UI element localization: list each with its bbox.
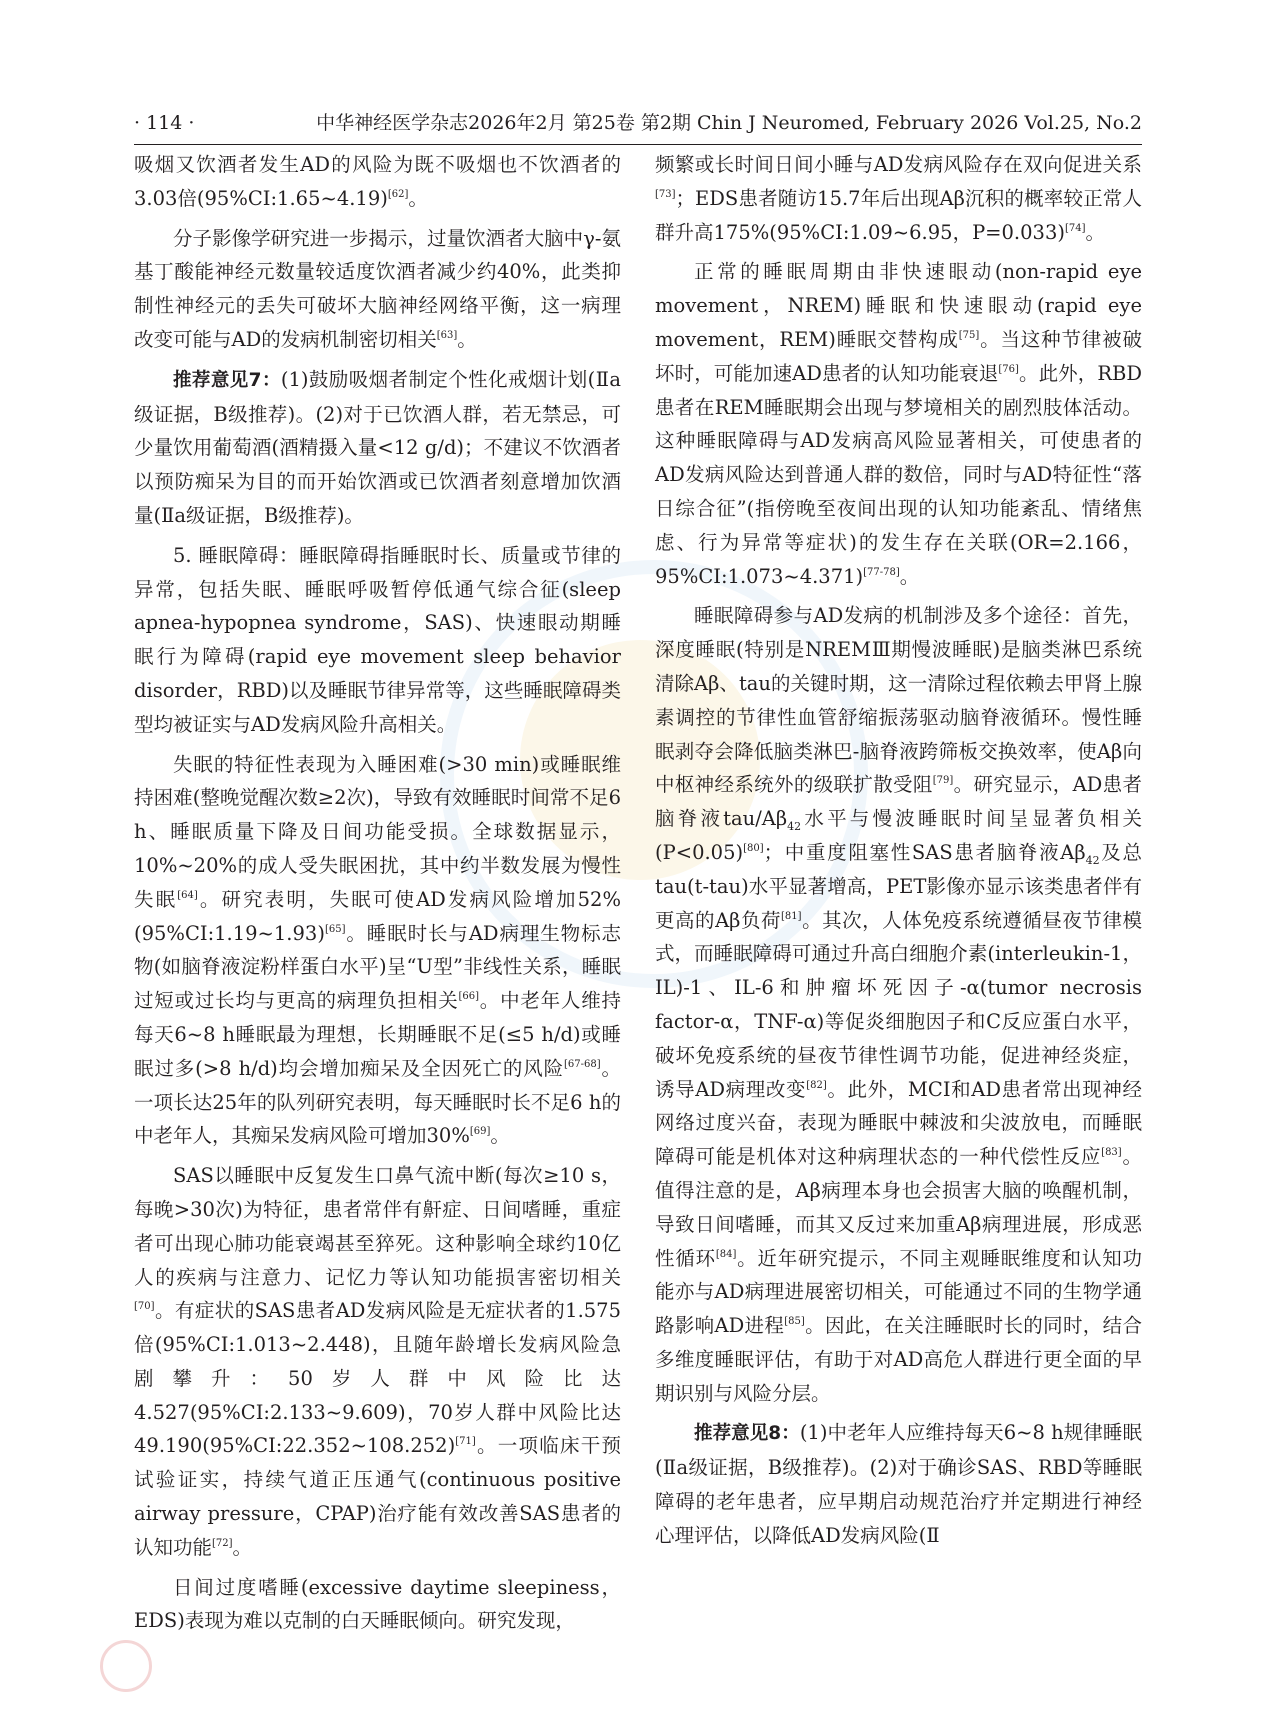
paragraph: 5. 睡眠障碍：睡眠障碍指睡眠时长、质量或节律的异常，包括失眠、睡眠呼吸暂停低通气综合征(sleep apnea-hypopnea syndrome，SAS)、快速眼动期睡眠行为障碍(rapid eye movement sleep behavior disorder，RBD)以及睡眠节律异常等，这些睡眠障碍类型均被证实与AD发病风险升高相关。	[134, 543, 621, 736]
citation[interactable]: [67-68]	[563, 1058, 601, 1070]
citation[interactable]: [62]	[387, 188, 409, 200]
subscript: 42	[1085, 853, 1100, 867]
journal-citation: 中华神经医学杂志2026年2月 第25卷 第2期 Chin J Neuromed, February 2026 Vol.25, No.2	[316, 112, 1142, 134]
citation[interactable]: [85]	[784, 1316, 805, 1328]
citation[interactable]: [83]	[1101, 1147, 1122, 1159]
subscript: 42	[787, 820, 802, 834]
citation[interactable]: [74]	[1064, 222, 1086, 234]
citation[interactable]: [66]	[458, 991, 480, 1003]
citation[interactable]: [65]	[324, 923, 346, 935]
citation[interactable]: [64]	[177, 889, 198, 901]
paragraph: 日间过度嗜睡(excessive daytime sleepiness，EDS)表现为难以克制的白天睡眠倾向。研究发现，	[134, 1575, 621, 1633]
citation[interactable]: [84]	[715, 1248, 737, 1260]
publisher-logo	[100, 1640, 152, 1692]
citation[interactable]: [75]	[958, 329, 980, 341]
paragraph: 失眠的特征性表现为入睡困难(>30 min)或睡眠维持困难(整晚觉醒次数≥2次)，导致有效睡眠时间常不足6 h、睡眠质量下降及日间功能受损。全球数据显示，10%~20%的成人受失眠困扰，其中约半数发展为慢性失眠[64]。研究表明，失眠可使AD发病风险增加52%(95%CI:1.19~1.93)[65]。睡眠时长与AD病理生物标志物(如脑脊液淀粉样蛋白水平)呈“U型”非线性关系，睡眠过短或过长均与更高的病理负担相关[66]。中老年人维持每天6~8 h睡眠最为理想，长期睡眠不足(≤5 h/d)或睡眠过多(>8 h/d)均会增加痴呆及全因死亡的风险[67-68]。一项长达25年的队列研究表明，每天睡眠时长不足6 h的中老年人，其痴呆发病风险可增加30%[69]。	[134, 752, 621, 1148]
paragraph: 睡眠障碍参与AD发病的机制涉及多个途径：首先，深度睡眠(特别是NREMⅢ期慢波睡眠)是脑类淋巴系统清除Aβ、tau的关键时期，这一清除过程依赖去甲肾上腺素调控的节律性血管舒缩振荡驱动脑脊液循环。慢性睡眠剥夺会降低脑类淋巴-脑脊液跨筛板交换效率，使Aβ向中枢神经系统外的级联扩散受阻[79]。研究显示，AD患者脑脊液tau/$A\beta_{42}$水平与慢波睡眠时间呈显著负相关(P<0.05)[80]；中重度阻塞性SAS患者脑脊液$A\beta_{42}$及总tau(t-tau)水平显著增高，PET影像亦显示该类患者伴有更高的Aβ负荷[81]。其次，人体免疫系统遵循昼夜节律模式，而睡眠障碍可通过升高白细胞介素(interleukin-1，IL)-1、IL-6和肿瘤坏死因子-α(tumor necrosis factor-α，TNF-α)等促炎细胞因子和C反应蛋白水平，破坏免疫系统的昼夜节律性调节功能，促进神经炎症，诱导AD病理改变[82]。此外，MCI和AD患者常出现神经网络过度兴奋，表现为睡眠中棘波和尖波放电，而睡眠障碍可能是机体对这种病理状态的一种代偿性反应[83]。值得注意的是，Aβ病理本身也会损害大脑的唤醒机制，导致日间嗜睡，而其又反过来加重Aβ病理进展，形成恶性循环[84]。近年研究提示，不同主观睡眠维度和认知功能亦与AD病理进展密切相关，可能通过不同的生物学通路影响AD进程[85]。因此，在关注睡眠时长的同时，结合多维度睡眠评估，有助于对AD高危人群进行更全面的早期识别与风险分层。	[655, 604, 1142, 1405]
citation[interactable]: [77-78]	[863, 566, 900, 578]
recommendation-label: 推荐意见8：	[694, 1423, 800, 1445]
recommendation-7: 推荐意见7：(1)鼓励吸烟者制定个性化戒烟计划(Ⅱa级证据，B级推荐)。(2)对于已饮酒人群，若无禁忌，可少量饮用葡萄酒(酒精摄入量<12 g/d)；不建议不饮酒者以预防痴呆为目的而开始饮酒或已饮酒者刻意增加饮酒量(Ⅱa级证据，B级推荐)。	[134, 367, 622, 527]
paragraph: 正常的睡眠周期由非快速眼动(non-rapid eye movement，NREM)睡眠和快速眼动(rapid eye movement，REM)睡眠交替构成[75]。当这种节律被破坏时，可能加速AD患者的认知功能衰退[76]。此外，RBD患者在REM睡眠期会出现与梦境相关的剧烈肢体活动。这种睡眠障碍与AD发病高风险显著相关，可使患者的AD发病风险达到普通人群的数倍，同时与AD特征性“落日综合征”(指傍晚至夜间出现的认知功能紊乱、情绪焦虑、行为异常等症状)的发生存在关联(OR=2.166，95%CI:1.073~4.371)[77-78]。	[655, 260, 1142, 588]
page-number: · 114 ·	[134, 112, 195, 134]
citation[interactable]: [80]	[743, 842, 764, 854]
paragraph: 分子影像学研究进一步揭示，过量饮酒者大脑中γ-氨基丁酸能神经元数量较适度饮酒者减少约40%，此类抑制性神经元的丢失可破坏大脑神经网络平衡，这一病理改变可能与AD的发病机制密切相关[63]。	[134, 226, 621, 351]
citation[interactable]: [81]	[781, 910, 802, 922]
recommendation-8: 推荐意见8：(1)中老年人应维持每天6~8 h规律睡眠(Ⅱa级证据，B级推荐)。(2)对于确诊SAS、RBD等睡眠障碍的老年患者，应早期启动规范治疗并定期进行神经心理评估，以降低AD发病风险(Ⅱ	[655, 1421, 1142, 1547]
citation[interactable]: [71]	[455, 1436, 476, 1448]
paragraph: 频繁或长时间日间小睡与AD发病风险存在双向促进关系[73]；EDS患者随访15.7年后出现Aβ沉积的概率较正常人群升高175%(95%CI:1.09~6.95，P=0.033)[74]。	[655, 153, 1142, 244]
citation[interactable]: [82]	[806, 1079, 827, 1091]
citation[interactable]: [76]	[998, 363, 1019, 375]
paragraph: 吸烟又饮酒者发生AD的风险为既不吸烟也不饮酒者的3.03倍(95%CI:1.65~4.19)[62]。	[134, 153, 621, 210]
paragraph: SAS以睡眠中反复发生口鼻气流中断(每次≥10 s，每晚>30次)为特征，患者常伴有鼾症、日间嗜睡，重症者可出现心肺功能衰竭甚至猝死。这种影响全球约10亿人的疾病与注意力、记忆力等认知功能损害密切相关[70]。有症状的SAS患者AD发病风险是无症状者的1.575倍(95%CI:1.013~2.448)，且随年龄增长发病风险急剧攀升：50岁人群中风险比达4.527(95%CI:2.133~9.609)，70岁人群中风险比达49.190(95%CI:22.352~108.252)[71]。一项临床干预试验证实，持续气道正压通气(continuous positive airway pressure，CPAP)治疗能有效改善SAS患者的认知功能[72]。	[134, 1164, 621, 1559]
recommendation-label: 推荐意见7：	[173, 369, 281, 391]
citation[interactable]: [63]	[436, 329, 458, 341]
citation[interactable]: [72]	[212, 1537, 233, 1549]
running-header	[134, 108, 1142, 145]
citation[interactable]: [70]	[134, 1301, 155, 1313]
right-column	[655, 148, 1142, 1559]
citation[interactable]: [69]	[469, 1126, 491, 1138]
left-column	[134, 148, 621, 1644]
citation[interactable]: [79]	[932, 775, 954, 787]
citation[interactable]: [73]	[655, 188, 676, 200]
